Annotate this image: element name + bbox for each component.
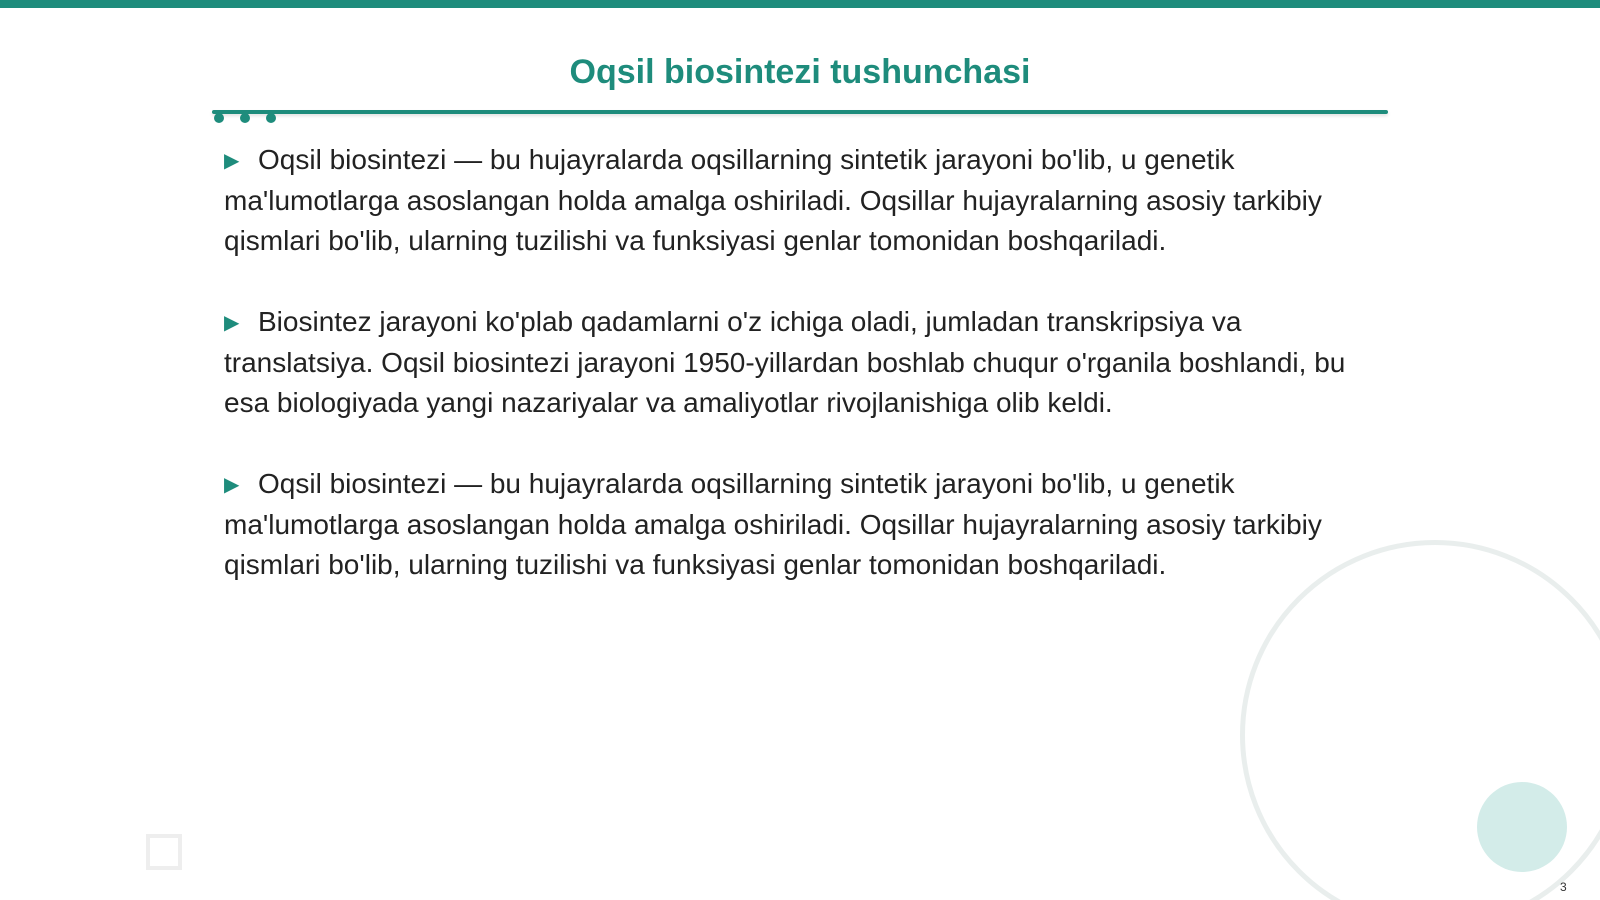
bullet-paragraph [224,464,1394,585]
paragraph-text: Biosintez jarayoni ko'plab qadamlarni o'z ichiga oladi, jumladan transkripsiya va translatsiya. Oqsil biosintezi jarayoni 1950-yillardan boshlab chuqur o'rganila boshlandi, bu esa biologiyada yangi nazariyalar va amaliyotlar rivojlanishiga olib keldi. [224,306,1346,418]
dot-decoration [214,113,224,123]
decorative-circle-filled [1477,782,1567,872]
triangle-right-icon: ▶ [224,150,240,172]
slide-title: Oqsil biosintezi tushunchasi [569,53,1031,91]
paragraph-text: Oqsil biosintezi — bu hujayralarda oqsillarning sintetik jarayoni bo'lib, u genetik ma'lumotlarga asoslangan holda amalga oshiriladi. Oqsillar hujayralarning asosiy tarkibiy qismlari bo'lib, ularning tuzilishi va funksiyasi genlar tomonidan boshqariladi. [224,144,1322,256]
page-number: 3 [1560,880,1567,894]
triangle-right-icon: ▶ [224,474,240,496]
dot-decoration [240,113,250,123]
paragraph-text: Oqsil biosintezi — bu hujayralarda oqsillarning sintetik jarayoni bo'lib, u genetik ma'lumotlarga asoslangan holda amalga oshiriladi. Oqsillar hujayralarning asosiy tarkibiy qismlari bo'lib, ularning tuzilishi va funksiyasi genlar tomonidan boshqariladi. [224,468,1322,580]
bullet-paragraph [224,140,1394,261]
dot-decoration [266,113,276,123]
bullet-paragraph [224,302,1394,423]
top-accent-bar [0,0,1600,8]
decorative-square [146,834,182,870]
triangle-right-icon: ▶ [224,312,240,334]
title-underline [212,110,1388,114]
bullet-list [224,140,1394,626]
